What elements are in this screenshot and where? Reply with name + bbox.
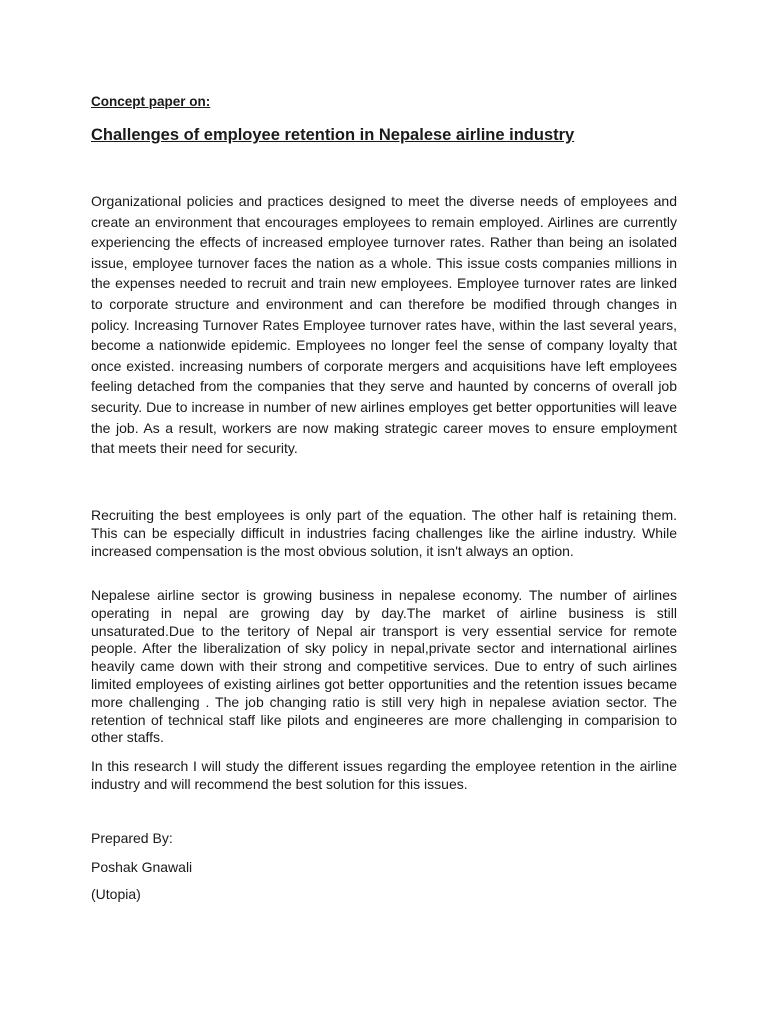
author-name: Poshak Gnawali — [91, 859, 193, 875]
author-organization: (Utopia) — [91, 886, 141, 902]
paragraph-employee-turnover: Organizational policies and practices designed to meet the diverse needs of employees and create an environment that encourages employees to remain employed. Airlines are currently experiencing the effects of increased employee turnover rates. Rather than being an isolated issue, employee turnover faces the nation as a whole. This issue costs companies millions in the expenses needed to recruit and train new employees. Employee turnover rates are linked to corporate structure and environment and can therefore be modified through changes in policy. Increasing Turnover Rates Employee turnover rates have, within the last several years, become a nationwide epidemic. Employees no longer feel the sense of company loyalty that once existed. increasing numbers of corporate mergers and acquisitions have left employees feeling detached from the companies that they serve and haunted by concerns of overall job security. Due to increase in number of new airlines employes get better opportunities will leave the job. As a result, workers are now making strategic career moves to ensure employment that meets their need for security. — [91, 193, 677, 457]
prepared-by-label: Prepared By: — [91, 830, 173, 846]
concept-paper-label: Concept paper on: — [91, 94, 211, 109]
document-title: Challenges of employee retention in Nepalese airline industry — [91, 126, 575, 144]
paragraph-research-scope: In this research I will study the different issues regarding the employee retention in the airline industry and will recommend the best solution for this issues. — [91, 758, 677, 792]
paragraph-recruiting: Recruiting the best employees is only part of the equation. The other half is retaining them. This can be especially difficult in industries facing challenges like the airline industry. While increased compensation is the most obvious solution, it isn't always an option. — [91, 507, 677, 559]
document-page — [91, 0, 677, 1024]
paragraph-nepalese-airline-sector: Nepalese airline sector is growing business in nepalese economy. The number of airlines operating in nepal are growing day by day.The market of airline business is still unsaturated.Due to the teritory of Nepal air transport is very essential service for remote people. After the liberalization of sky policy in nepal,private sector and international airlines heavily came down with their strong and competitive services. Due to entry of such airlines limited employees of existing airlines got better opportunities and the retention issues became more challenging . The job changing ratio is still very high in nepalese aviation sector. The retention of technical staff like pilots and engineeres are more challenging in comparision to other staffs. — [91, 587, 677, 746]
